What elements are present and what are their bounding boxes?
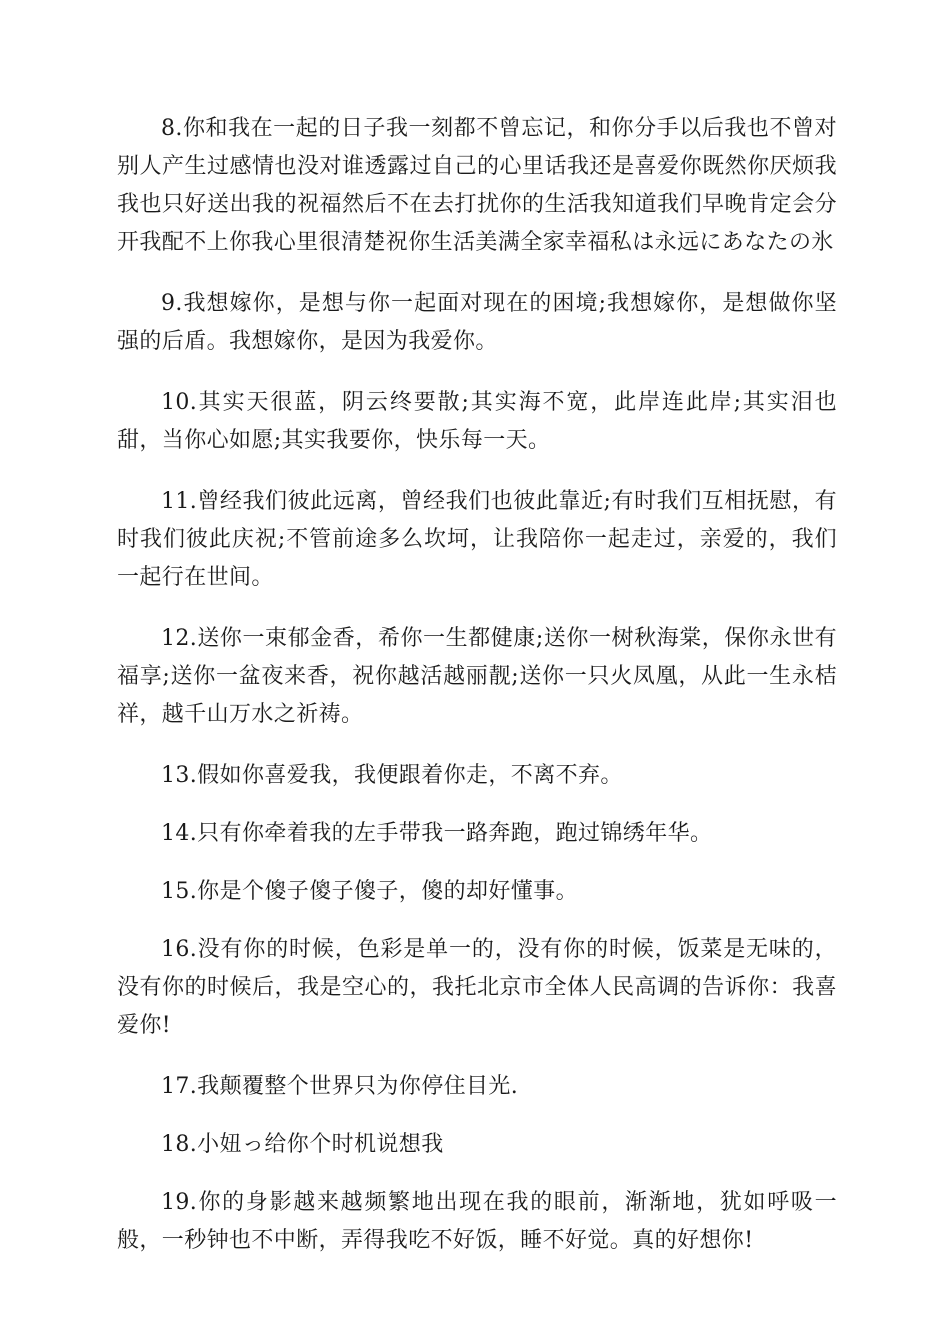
paragraph-12: 12.送你一束郁金香，希你一生都健康;送你一树秋海棠，保你永世有福享;送你一盆夜来香，祝你越活越丽靓;送你一只火凤凰，从此一生永桔祥，越千山万水之祈祷。 xyxy=(117,626,837,727)
paragraph-11: 11.曾经我们彼此远离，曾经我们也彼此靠近;有时我们互相抚慰，有时我们彼此庆祝;不管前途多么坎坷，让我陪你一起走过，亲爱的，我们一起行在世间。 xyxy=(117,489,837,590)
paragraph-14: 14.只有你牵着我的左手带我一路奔跑，跑过锦绣年华。 xyxy=(161,821,713,846)
paragraph-18: 18.小妞っ给你个时机说想我 xyxy=(161,1132,444,1157)
paragraph-9: 9.我想嫁你，是想与你一起面对现在的困境;我想嫁你，是想做你坚强的后盾。我想嫁你，是因为我爱你。 xyxy=(117,291,837,354)
paragraph-13: 13.假如你喜爱我，我便跟着你走，不离不弃。 xyxy=(161,763,623,788)
paragraph-19: 19.你的身影越来越频繁地出现在我的眼前，渐渐地，犹如呼吸一般，一秒钟也不中断，弄得我吃不好饭，睡不好觉。真的好想你! xyxy=(117,1190,837,1253)
paragraph-17: 17.我颠覆整个世界只为你停住目光. xyxy=(161,1074,519,1099)
paragraph-16: 16.没有你的时候，色彩是单一的，没有你的时候，饭菜是无味的，没有你的时候后，我是空心的，我托北京市全体人民高调的告诉你：我喜爱你! xyxy=(117,937,837,1038)
paragraph-8: 8.你和我在一起的日子我一刻都不曾忘记，和你分手以后我也不曾对别人产生过感情也没对谁透露过自己的心里话我还是喜爱你既然你厌烦我我也只好送出我的祝福然后不在去打扰你的生活我知道我们早晚肯定会分开我配不上你我心里很清楚祝你生活美满全家幸福私は永远にあなたの氷 xyxy=(117,116,837,255)
paragraph-10: 10.其实天很蓝，阴云终要散;其实海不宽，此岸连此岸;其实泪也甜，当你心如愿;其实我要你，快乐每一天。 xyxy=(117,390,837,453)
paragraph-15: 15.你是个傻子傻子傻子，傻的却好懂事。 xyxy=(161,879,578,904)
document-body xyxy=(117,110,837,1283)
